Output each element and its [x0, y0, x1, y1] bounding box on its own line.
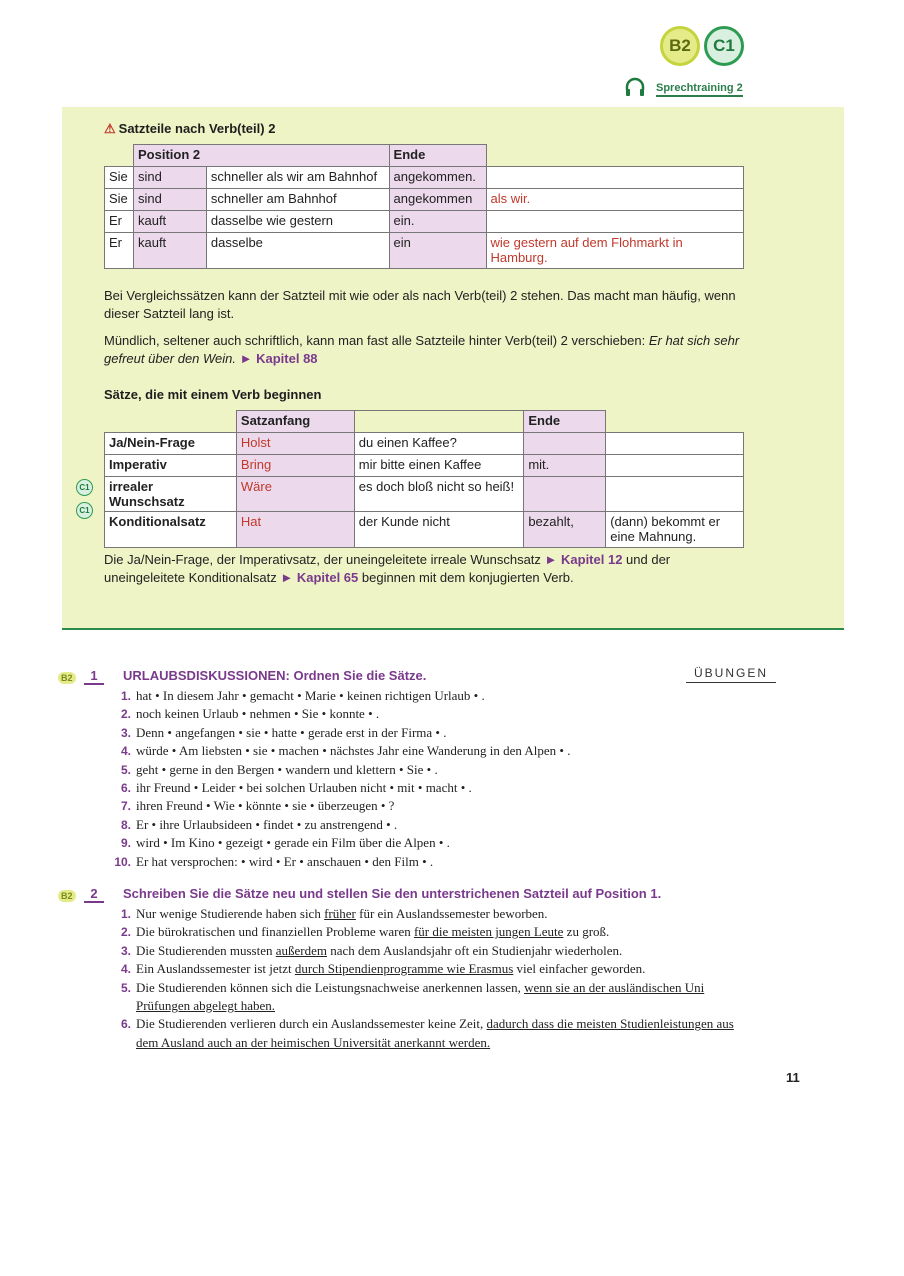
list-item: 6. ihr Freund • Leider • bei solchen Urlauben nicht • mit • macht • .	[120, 780, 472, 796]
header-ende: Ende	[524, 411, 606, 433]
explanation-paragraph-2: Mündlich, seltener auch schriftlich, kann man fast alle Satzteile hinter Verb(teil) 2 verschieben: Er hat sich sehr gefreut über den Wein. ► Kapitel 88	[104, 333, 740, 366]
exercise-number: 1	[84, 668, 104, 685]
sprechtraining-label: Sprechtraining 2	[656, 82, 743, 97]
list-item: 5. geht • gerne in den Bergen • wandern und klettern • Sie • .	[120, 761, 438, 777]
list-item: 10. Er hat versprochen: • wird • Er • anschauen • den Film • .	[114, 853, 434, 869]
header-ende: Ende	[389, 145, 486, 167]
exercise-level-badge: B2	[58, 890, 76, 902]
c1-level-marker: C1	[76, 502, 93, 519]
table-row: Sie sind schneller am Bahnhof angekommen als wir.	[105, 189, 744, 211]
list-item: 3. Denn • angefangen • sie • hatte • gerade erst in der Firma • .	[120, 724, 447, 740]
list-item: 1. hat • In diesem Jahr • gemacht • Marie • keinen richtigen Urlaub • .	[120, 688, 485, 703]
list-item: 2. noch keinen Urlaub • nehmen • Sie • konnte • .	[120, 706, 380, 722]
level-badges	[660, 26, 744, 66]
table-row: Er kauft dasselbe ein wie gestern auf dem Flohmarkt in Hamburg.	[105, 233, 744, 269]
table-row: Ja/Nein-Frage Holst du einen Kaffee?	[105, 433, 744, 455]
verbteil-table	[104, 144, 744, 269]
sprechtraining-link[interactable]	[624, 76, 743, 103]
kapitel-65-link[interactable]: ► Kapitel 65	[280, 570, 359, 585]
headphones-icon	[624, 76, 646, 103]
page-number: 11	[786, 1070, 800, 1085]
level-c1-badge: C1	[704, 26, 744, 66]
exercise-2-title: Schreiben Sie die Sätze neu und stellen Sie den unterstrichenen Satzteil auf Position 1.	[123, 886, 662, 901]
kapitel-88-link[interactable]: ► Kapitel 88	[239, 351, 318, 366]
kapitel-12-link[interactable]: ► Kapitel 12	[544, 552, 623, 567]
exercise-number: 2	[84, 886, 104, 903]
table-row: Er kauft dasselbe wie gestern ein.	[105, 211, 744, 233]
ubungen-heading: ÜBUNGEN	[686, 666, 776, 683]
table-row: Imperativ Bring mir bitte einen Kaffee mit.	[105, 455, 744, 477]
table-row: Konditionalsatz Hat der Kunde nicht bezahlt, (dann) bekommt er eine Mahnung.	[105, 512, 744, 548]
list-item: 4. würde • Am liebsten • sie • machen • nächstes Jahr eine Wanderung in den Alpen • .	[120, 743, 571, 759]
exercise-level-badge: B2	[58, 672, 76, 684]
exercise-2-list	[118, 905, 748, 1052]
table-row: irrealer Wunschsatz Wäre es doch bloß nicht so heiß!	[105, 477, 744, 512]
header-position2: Position 2	[133, 145, 389, 167]
list-item: 2. Die bürokratischen und finanziellen Probleme waren für die meisten jungen Leute zu groß.	[120, 924, 610, 940]
section2-title: Sätze, die mit einem Verb beginnen	[104, 387, 322, 402]
list-item: 4. Ein Auslandssemester ist jetzt durch Stipendienprogramme wie Erasmus viel einfacher geworden.	[120, 961, 646, 977]
list-item: 3. Die Studierenden mussten außerdem nach dem Auslandsjahr oft ein Studienjahr wiederholen.	[120, 942, 623, 958]
list-item: 5. Die Studierenden können sich die Leistungsnachweise anerkennen lassen, wenn sie an der ausländischen Uni Prüfungen abgelegt haben.	[120, 979, 705, 1014]
list-item: 8. Er • ihre Urlaubsideen • findet • zu anstrengend • .	[120, 816, 398, 832]
list-item: 1. Nur wenige Studierende haben sich früher für ein Auslandssemester beworben.	[120, 906, 548, 921]
c1-level-marker: C1	[76, 479, 93, 496]
level-b2-badge: B2	[660, 26, 700, 66]
exercise-1-list	[114, 687, 758, 871]
table-row: Sie sind schneller als wir am Bahnhof angekommen.	[105, 167, 744, 189]
verb-start-table	[104, 410, 744, 548]
exercise-1-title: URLAUBSDISKUSSIONEN: Ordnen Sie die Sätze.	[123, 668, 427, 683]
explanation-paragraph-3: Die Ja/Nein-Frage, der Imperativsatz, der uneingeleitete irreale Wunschsatz ► Kapitel 12 und der uneingeleitete Konditionalsatz ► Kapitel 65 beginnen mit dem konjugierten Verb.	[104, 552, 671, 585]
list-item: 7. ihren Freund • Wie • könnte • sie • überzeugen • ?	[120, 798, 395, 814]
header-satzanfang: Satzanfang	[236, 411, 354, 433]
list-item: 9. wird • Im Kino • gezeigt • gerade ein Film über die Alpen • .	[120, 835, 450, 851]
list-item: 6. Die Studierenden verlieren durch ein Auslandssemester keine Zeit, dadurch dass die meisten Studienleistungen aus dem Ausland auch an der heimischen Universität anerkannt werden.	[120, 1016, 734, 1050]
section1-title: ⚠ Satzteile nach Verb(teil) 2	[104, 121, 276, 136]
explanation-paragraph-1: Bei Vergleichssätzen kann der Satzteil mit wie oder als nach Verb(teil) 2 stehen. Das macht man häufig, wenn dieser Satzteil lang ist.	[104, 288, 736, 321]
warning-icon: ⚠	[104, 121, 116, 136]
